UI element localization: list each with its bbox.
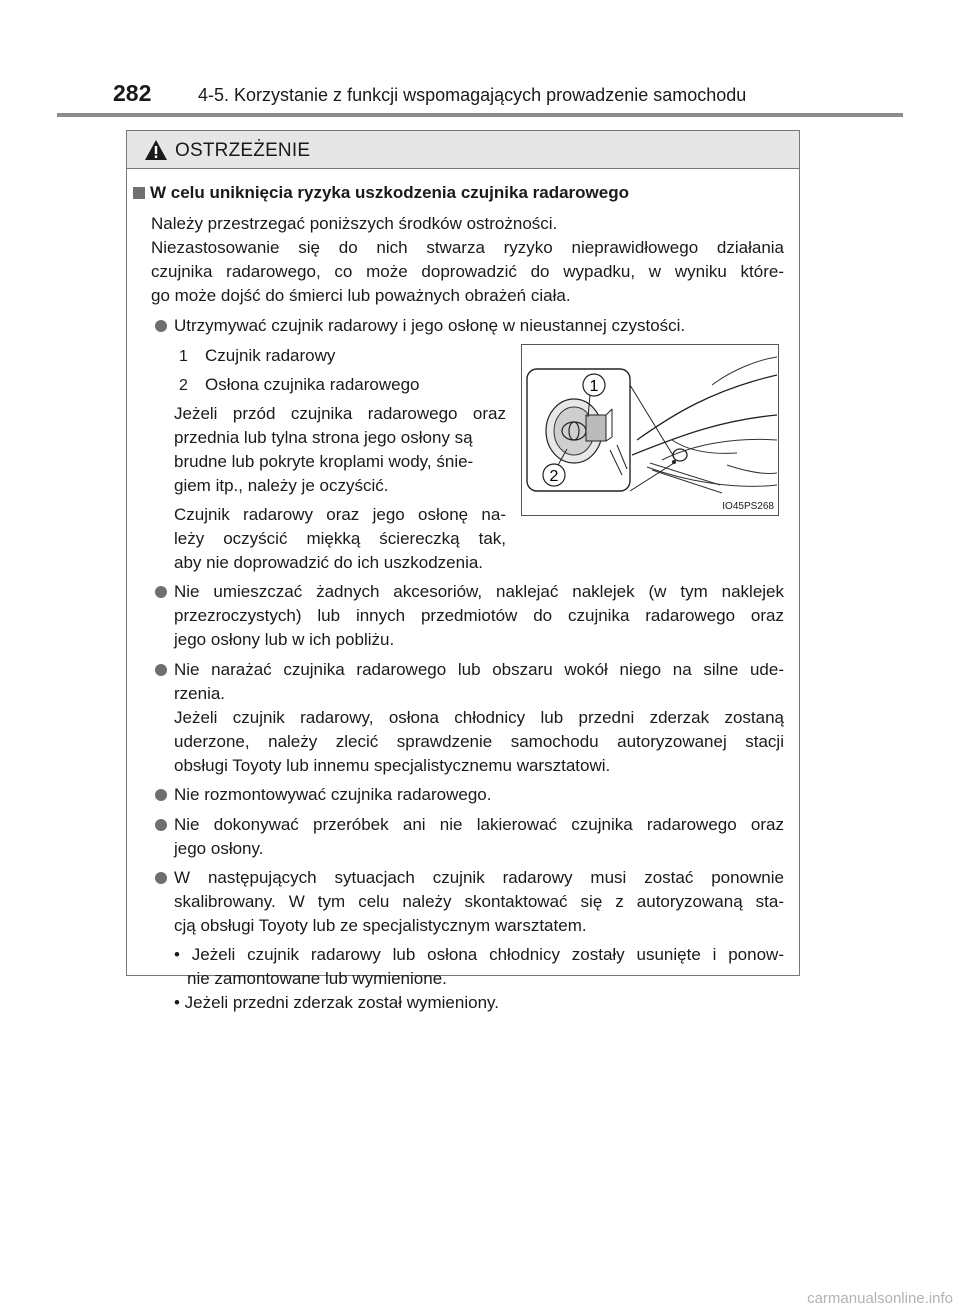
intro-line: Niezastosowanie się do nich stwarza ryzyko nieprawidłowego działania <box>151 238 784 257</box>
round-bullet-icon <box>155 789 167 801</box>
bullet-text: Nie rozmontowywać czujnika radarowego. <box>174 785 492 804</box>
chapter-title: 4-5. Korzystanie z funkcji wspomagających prowadzenie samochodu <box>198 85 747 105</box>
sub-item: • Jeżeli czujnik radarowy lub osłona chłodnicy zostały usunięte i ponow- <box>174 945 784 964</box>
square-bullet-icon <box>133 187 145 199</box>
warning-box <box>126 130 800 1012</box>
header-rule <box>57 113 903 117</box>
clean-line: leży oczyścić miękką ściereczką tak, <box>174 529 506 548</box>
bullet-text: Nie narażać czujnika radarowego lub obszaru wokół niego na silne ude- <box>174 660 784 679</box>
car-front-illustration <box>522 345 778 515</box>
callout-number: 1 <box>179 348 188 365</box>
bullet-text: Nie umieszczać żadnych akcesoriów, naklejać naklejek (w tym naklejek <box>174 582 784 601</box>
bullet-text: cją obsługi Toyoty lub ze specjalistycznym warsztatem. <box>174 916 587 935</box>
watermark: carmanualsonline.info <box>807 1290 953 1307</box>
intro-line: Należy przestrzegać poniższych środków ostrożności. <box>151 214 558 233</box>
bullet-text: W następujących sytuacjach czujnik radarowy musi zostać ponownie <box>174 868 784 887</box>
clean-line: przednia lub tylna strona jego osłony są <box>174 428 473 447</box>
bullet-text: Jeżeli czujnik radarowy, osłona chłodnicy lub przedni zderzak zostaną <box>174 708 784 727</box>
bullet-text: Utrzymywać czujnik radarowy i jego osłonę w nieustannej czystości. <box>174 316 686 335</box>
bullet-text: rzenia. <box>174 684 226 703</box>
bullet-text: przezroczystych) lub innych przedmiotów do czujnika radarowego oraz <box>174 606 784 625</box>
page-number: 282 <box>113 80 152 106</box>
callout-1-label: 1 <box>589 378 599 395</box>
section-heading: W celu uniknięcia ryzyka uszkodzenia czujnika radarowego <box>150 183 629 202</box>
round-bullet-icon <box>155 872 167 884</box>
round-bullet-icon <box>155 819 167 831</box>
callout-number: 2 <box>179 377 188 394</box>
clean-line: brudne lub pokryte kroplami wody, śnie- <box>174 452 474 471</box>
radar-sensor-figure <box>521 344 779 516</box>
round-bullet-icon <box>155 586 167 598</box>
page-header <box>0 72 960 112</box>
legend-label: Czujnik radarowy <box>205 346 336 365</box>
bullet-text: Nie dokonywać przeróbek ani nie lakierować czujnika radarowego oraz <box>174 815 784 834</box>
bullet-text: jego osłony lub w ich pobliżu. <box>174 630 395 649</box>
round-bullet-icon <box>155 320 167 332</box>
warning-title: OSTRZEŻENIE <box>175 140 311 161</box>
legend-item <box>179 344 335 369</box>
intro-line: go może dojść do śmierci lub poważnych obrażeń ciała. <box>151 286 571 305</box>
intro-line: czujnika radarowego, co może doprowadzić do wypadku, w wyniku które- <box>151 262 784 281</box>
callout-2-label: 2 <box>549 468 559 485</box>
clean-line: giem itp., należy je oczyścić. <box>174 476 389 495</box>
bullet-text: uderzone, należy zlecić sprawdzenie samochodu autoryzowanej stacji <box>174 732 784 751</box>
legend-item <box>179 373 420 398</box>
clean-line: Czujnik radarowy oraz jego osłonę na- <box>174 505 506 524</box>
bullet-text: obsługi Toyoty lub innemu specjalistycznemu warsztatowi. <box>174 756 611 775</box>
round-bullet-icon <box>155 664 167 676</box>
figure-code: IO45PS268 <box>722 501 774 512</box>
legend-label: Osłona czujnika radarowego <box>205 375 420 394</box>
warning-triangle-icon <box>144 139 168 161</box>
sub-item: • Jeżeli przedni zderzak został wymieniony. <box>174 993 499 1012</box>
clean-line: aby nie doprowadzić do ich uszkodzenia. <box>174 553 484 572</box>
bullet-text: skalibrowany. W tym celu należy skontaktować się z autoryzowaną sta- <box>174 892 784 911</box>
bullet-text: jego osłony. <box>174 839 264 858</box>
warning-header <box>127 131 799 169</box>
sub-item: nie zamontowane lub wymienione. <box>187 969 447 988</box>
clean-line: Jeżeli przód czujnika radarowego oraz <box>174 404 506 423</box>
